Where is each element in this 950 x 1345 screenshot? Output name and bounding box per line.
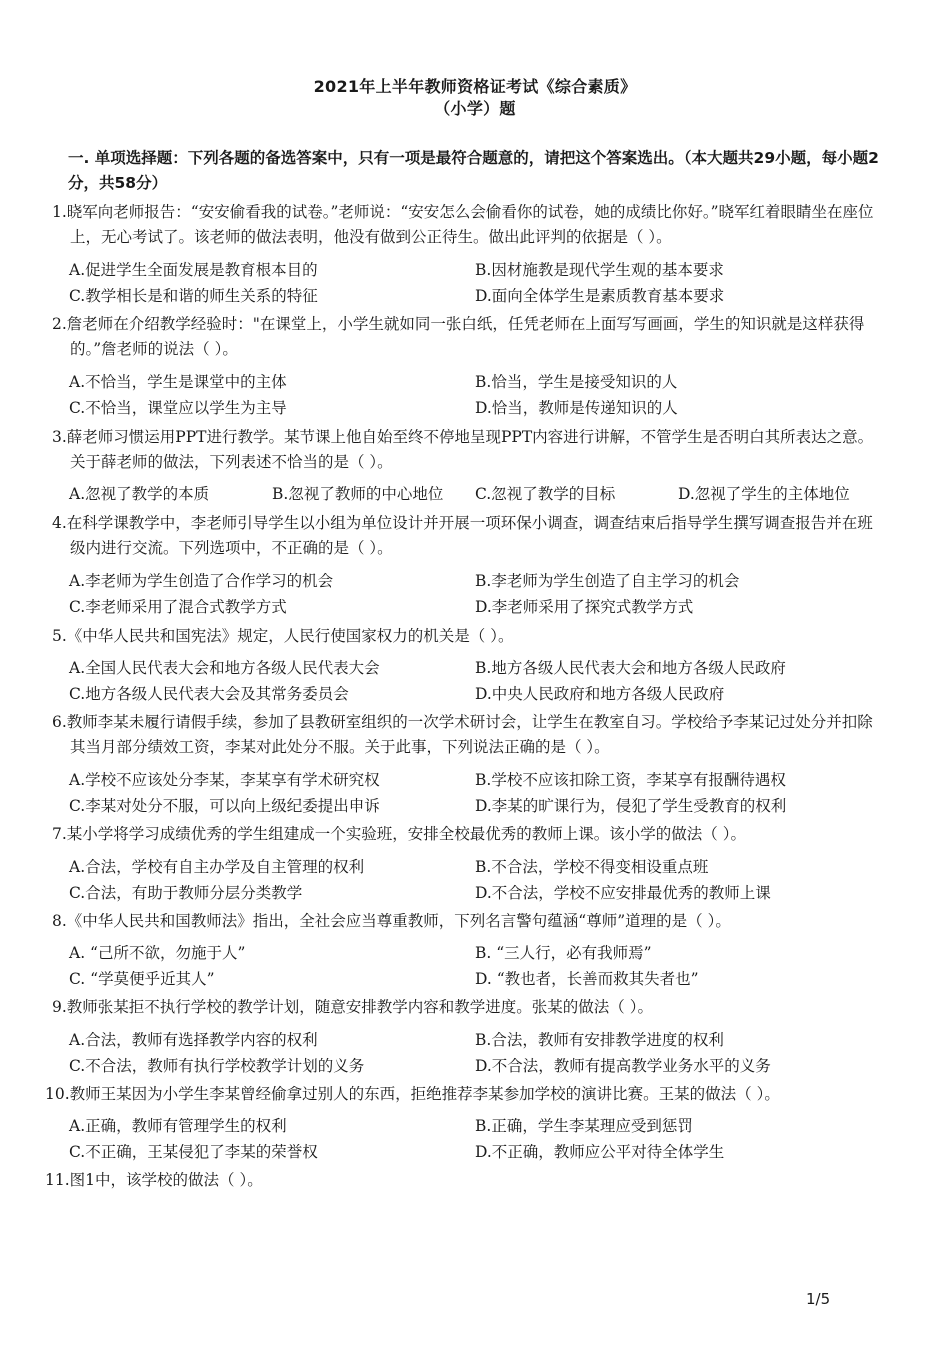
option-d: D.恰当，教师是传递知识的人	[475, 398, 678, 417]
option-d: D. “教也者，长善而救其失者也”	[475, 969, 699, 988]
question-8-options	[69, 941, 889, 992]
option-d: D.李老师采用了探究式教学方式	[475, 597, 694, 616]
option-a: A.正确，教师有管理学生的权利	[69, 1117, 287, 1135]
option-d: D.李某的旷课行为，侵犯了学生受教育的权利	[475, 796, 787, 815]
option-b: B.李老师为学生创造了自主学习的机会	[475, 572, 740, 590]
question-4-stem: 4.在科学课教学中，李老师引导学生以小组为单位设计并开展一项环保小调查，调查结束后指导学生撰写调查报告并在班级内进行交流。下列选项中，不正确的是（ ）。	[52, 514, 873, 557]
question-2-options	[69, 370, 889, 421]
question-10-stem: 10.教师王某因为小学生李某曾经偷拿过别人的东西，拒绝推荐李某参加学校的演讲比赛。王某的做法（ ）。	[45, 1085, 780, 1103]
question-5-stem: 5.《中华人民共和国宪法》规定，人民行使国家权力的机关是（ ）。	[52, 627, 514, 645]
option-d: D.不合法，学校不应安排最优秀的教师上课	[475, 883, 771, 902]
question-5-options	[69, 656, 889, 707]
option-d: D.不合法，教师有提高教学业务水平的义务	[475, 1056, 771, 1075]
option-b: B.忽视了教师的中心地位	[272, 485, 444, 503]
question-1-options	[69, 258, 889, 309]
option-b: B.不合法，学校不得变相设重点班	[475, 858, 709, 876]
option-c: C.不恰当，课堂应以学生为主导	[69, 398, 287, 417]
exam-title-line1: 2021年上半年教师资格证考试《综合素质》	[313, 77, 637, 96]
question-11-stem: 11.图1中，该学校的做法（ ）。	[45, 1171, 263, 1189]
option-a: A.合法，学校有自主办学及自主管理的权利	[69, 858, 365, 876]
option-a: A.促进学生全面发展是教育根本目的	[69, 261, 318, 279]
question-3-stem: 3.薛老师习惯运用PPT进行教学。某节课上他自始至终不停地呈现PPT内容进行讲解，不管学生是否明白其所表达之意。关于薛老师的做法，下列表述不恰当的是（ ）。	[52, 428, 874, 471]
option-b: B.学校不应该扣除工资，李某享有报酬待遇权	[475, 771, 786, 789]
option-c: C.不合法，教师有执行学校教学计划的义务	[69, 1056, 365, 1075]
option-c: C.李某对处分不服，可以向上级纪委提出申诉	[69, 796, 380, 815]
option-c: C. “学莫便乎近其人”	[69, 969, 215, 988]
question-3-options	[69, 482, 889, 508]
question-8-stem: 8.《中华人民共和国教师法》指出，全社会应当尊重教师，下列名言警句蕴涵“尊师”道理的是（ ）。	[52, 912, 731, 930]
question-6-stem: 6.教师李某未履行请假手续，参加了县教研室组织的一次学术研讨会，让学生在教室自习。学校给予李某记过处分并扣除其当月部分绩效工资，李某对此处分不服。关于此事，下列说法正确的是（ ）。	[52, 713, 873, 756]
option-c: C.教学相长是和谐的师生关系的特征	[69, 286, 318, 305]
question-1-stem: 1.晓军向老师报告：“安安偷看我的试卷。”老师说：“安安怎么会偷看你的试卷，她的成绩比你好。”晓军红着眼睛坐在座位上，无心考试了。该老师的做法表明，他没有做到公正待生。做出此评判的依据是（ ）。	[52, 203, 874, 246]
option-b: B. “三人行，必有我师焉”	[475, 944, 652, 962]
option-c: C.合法，有助于教师分层分类教学	[69, 883, 303, 902]
option-a: A. “己所不欲，勿施于人”	[69, 944, 246, 962]
option-a: A.不恰当，学生是课堂中的主体	[69, 373, 287, 391]
question-7-stem: 7.某小学将学习成绩优秀的学生组建成一个实验班，安排全校最优秀的教师上课。该小学的做法（ ）。	[52, 825, 746, 843]
page-number: 1/5	[806, 1290, 831, 1308]
option-b: B.因材施教是现代学生观的基本要求	[475, 261, 724, 279]
option-d: D.不正确，教师应公平对待全体学生	[475, 1142, 725, 1161]
option-c: C.地方各级人民代表大会及其常务委员会	[69, 684, 349, 703]
option-a: A.全国人民代表大会和地方各级人民代表大会	[69, 659, 380, 677]
question-4-options	[69, 569, 889, 620]
option-d: D.中央人民政府和地方各级人民政府	[475, 684, 725, 703]
option-a: A.学校不应该处分李某，李某享有学术研究权	[69, 771, 380, 789]
question-6-options	[69, 768, 889, 819]
option-c: C.李老师采用了混合式教学方式	[69, 597, 287, 616]
question-7-options	[69, 855, 889, 906]
option-c: C.不正确，王某侵犯了李某的荣誉权	[69, 1142, 318, 1161]
option-a: A.忽视了教学的本质	[69, 485, 210, 503]
option-d: D.面向全体学生是素质教育基本要求	[475, 286, 725, 305]
option-b: B.合法，教师有安排教学进度的权利	[475, 1031, 724, 1049]
question-9-stem: 9.教师张某拒不执行学校的教学计划，随意安排教学内容和教学进度。张某的做法（ ）。	[52, 998, 653, 1016]
option-a: A.李老师为学生创造了合作学习的机会	[69, 572, 334, 590]
option-b: B.恰当，学生是接受知识的人	[475, 373, 678, 391]
question-2-stem: 2.詹老师在介绍教学经验时："在课堂上，小学生就如同一张白纸，任凭老师在上面写写画画，学生的知识就是这样获得的。”詹老师的说法（ ）。	[52, 315, 865, 358]
section-heading: 一. 单项选择题：下列各题的备选答案中，只有一项是最符合题意的，请把这个答案选出。（本大题共29小题，每小题2分，共58分）	[68, 149, 879, 192]
option-d: D.忽视了学生的主体地位	[678, 485, 850, 503]
question-9-options	[69, 1028, 889, 1079]
question-10-options	[69, 1114, 889, 1165]
option-b: B.地方各级人民代表大会和地方各级人民政府	[475, 659, 786, 677]
option-c: C.忽视了教学的目标	[475, 485, 616, 503]
option-b: B.正确，学生李某理应受到惩罚	[475, 1117, 693, 1135]
option-a: A.合法，教师有选择教学内容的权利	[69, 1031, 318, 1049]
exam-title-line2: （小学）题	[434, 99, 516, 118]
